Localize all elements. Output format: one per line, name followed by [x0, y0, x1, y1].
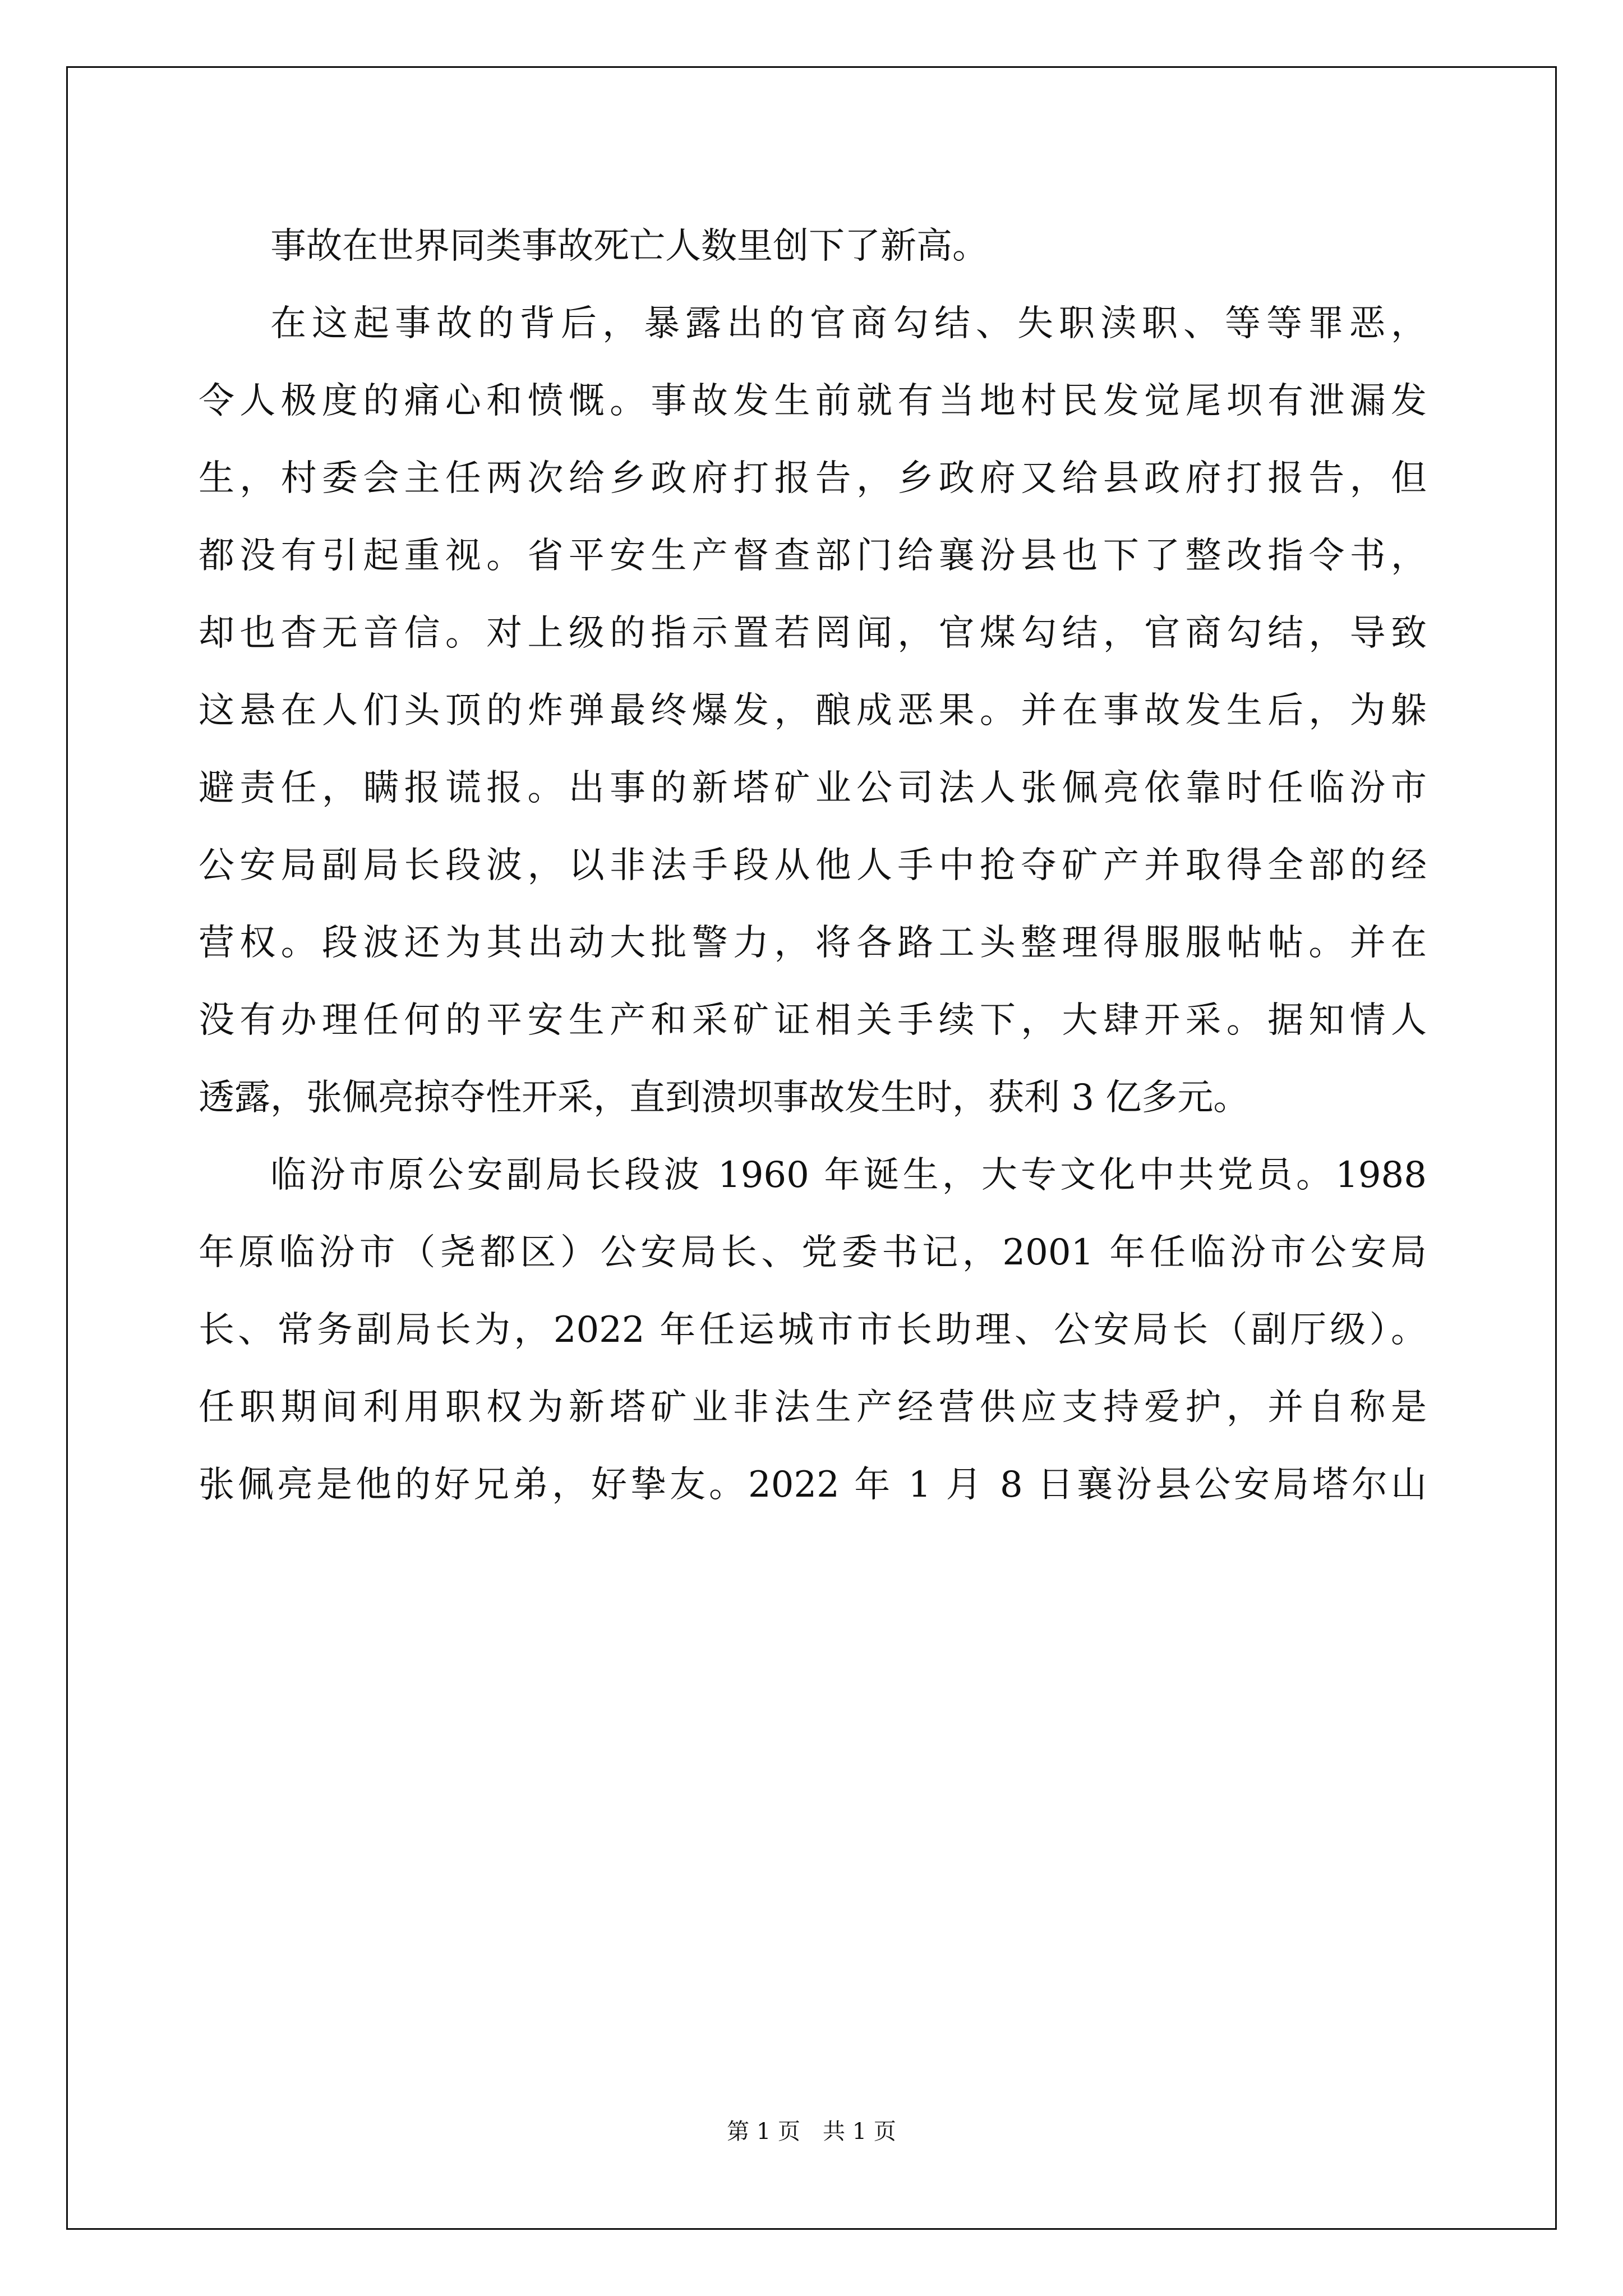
text-line-8: 避责任，瞒报谎报。出事的新塔矿业公司法人张佩亮依靠时任临汾市 — [199, 767, 1427, 809]
text-line-7: 这悬在人们头顶的炸弹最终爆发，酿成恶果。并在事故发生后，为躲 — [199, 690, 1427, 731]
text-line-14: 年原临汾市（尧都区）公安局长、党委书记，2001 年任临汾市公安局 — [199, 1232, 1427, 1273]
text-line-17: 张佩亮是他的好兄弟，好挚友。2022 年 1 月 8 日襄汾县公安局塔尔山 — [199, 1464, 1427, 1506]
text-line-9: 公安局副局长段波，以非法手段从他人手中抢夺矿产并取得全部的经 — [199, 845, 1427, 886]
page-number: 第 1 页 — [727, 2119, 800, 2145]
text-line-2: 在这起事故的背后，暴露出的官商勾结、失职渎职、等等罪恶， — [270, 303, 1427, 344]
text-line-6: 却也杳无音信。对上级的指示置若罔闻，官煤勾结，官商勾结，导致 — [199, 613, 1427, 654]
text-line-12: 透露，张佩亮掠夺性开采，直到溃坝事故发生时，获利 3 亿多元。 — [199, 1077, 1249, 1119]
text-line-3: 令人极度的痛心和愤慨。事故发生前就有当地村民发觉尾坝有泄漏发 — [199, 380, 1427, 422]
text-line-10: 营权。段波还为其出动大批警力，将各路工头整理得服服帖帖。并在 — [199, 922, 1427, 964]
text-line-16: 任职期间利用职权为新塔矿业非法生产经营供应支持爱护，并自称是 — [199, 1387, 1427, 1428]
document-body — [199, 208, 1427, 1524]
text-line-5: 都没有引起重视。省平安生产督查部门给襄汾县也下了整改指令书， — [199, 535, 1427, 577]
text-line-15: 长、常务副局长为，2022 年任运城市市长助理、公安局长（副厅级）。 — [199, 1309, 1427, 1351]
page-footer — [0, 2114, 1623, 2146]
page-total: 共 1 页 — [823, 2119, 896, 2145]
text-line-11: 没有办理任何的平安生产和采矿证相关手续下，大肆开采。据知情人 — [199, 1000, 1427, 1041]
text-line-13: 临汾市原公安副局长段波 1960 年诞生，大专文化中共党员。1988 — [270, 1154, 1427, 1196]
text-line-1: 事故在世界同类事故死亡人数里创下了新高。 — [270, 226, 988, 267]
text-line-4: 生，村委会主任两次给乡政府打报告，乡政府又给县政府打报告，但 — [199, 458, 1427, 499]
